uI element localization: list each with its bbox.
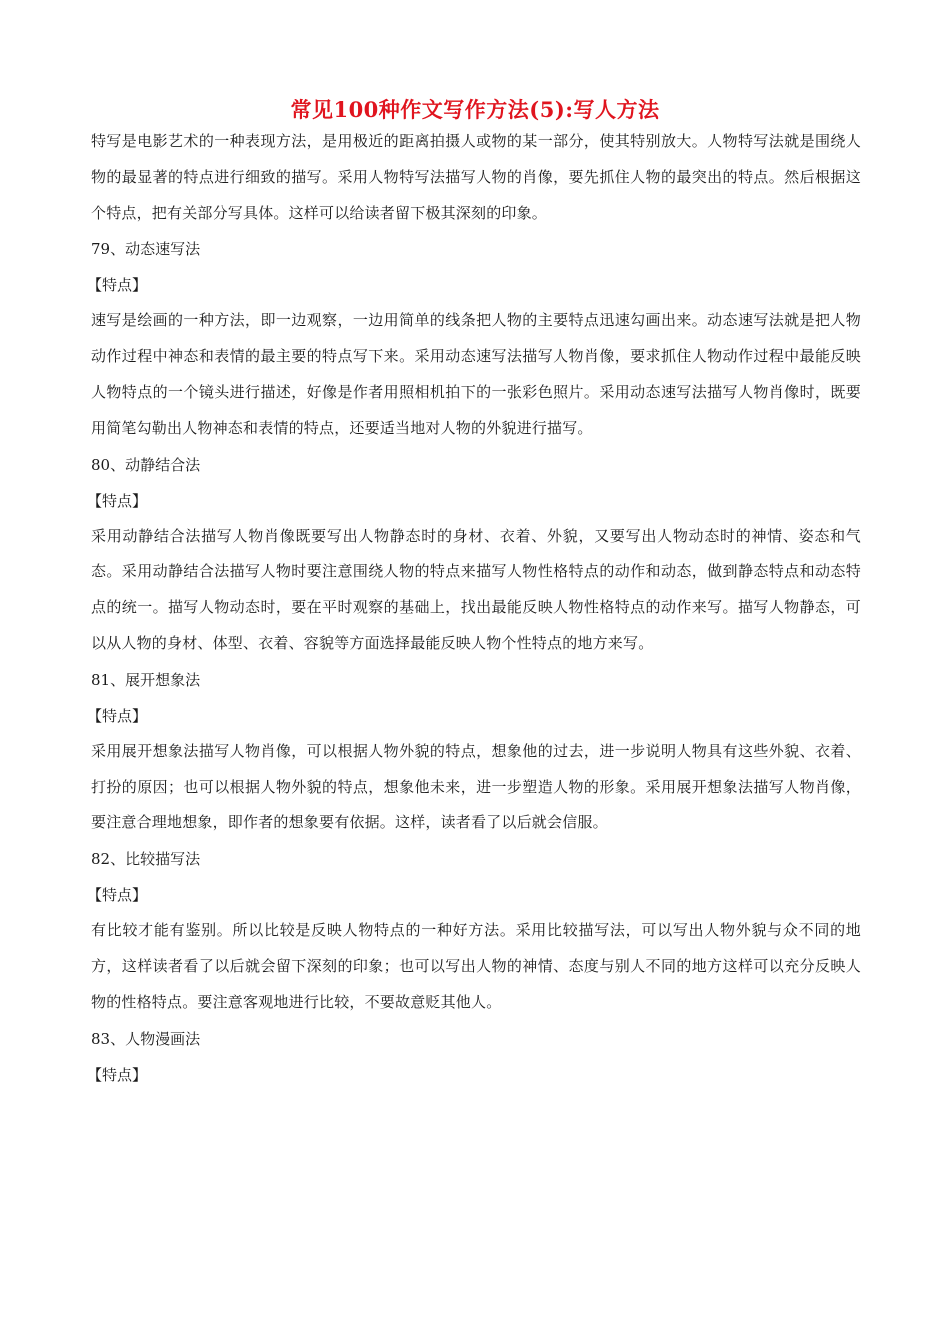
section-tag: 【特点】 <box>87 886 148 905</box>
section-82 <box>87 841 861 1020</box>
section-81 <box>87 662 861 841</box>
section-heading: 82、比较描写法 <box>91 850 201 869</box>
section-body: 采用动静结合法描写人物肖像既要写出人物静态时的身材、衣着、外貌，又要写出人物动态时的神情、姿态和气态。采用动静结合法描写人物时要注意围绕人物的特点来描写人物性格特点的动作和动态，做到静态特点和动态特点的统一。描写人物动态时，要在平时观察的基础上，找出最能反映人物性格特点的动作来写。描写人物静态，可以从人物的身材、体型、衣着、容貌等方面选择最能反映人物个性特点的地方来写。 <box>91 526 861 652</box>
section-tag: 【特点】 <box>87 1065 148 1084</box>
section-heading: 80、动静结合法 <box>91 455 201 474</box>
section-body: 有比较才能有鉴别。所以比较是反映人物特点的一种好方法。采用比较描写法，可以写出人物外貌与众不同的地方，这样读者看了以后就会留下深刻的印象；也可以写出人物的神情、态度与别人不同的地方这样可以充分反映人物的性格特点。要注意客观地进行比较，不要故意贬其他人。 <box>91 921 861 1011</box>
section-heading: 79、动态速写法 <box>91 240 201 259</box>
section-heading: 81、展开想象法 <box>91 670 201 689</box>
intro-paragraph: 特写是电影艺术的一种表现方法，是用极近的距离拍摄人或物的某一部分，使其特别放大。人物特写法就是围绕人物的最显著的特点进行细致的描写。采用人物特写法描写人物的肖像，要先抓住人物的最突出的特点。然后根据这个特点，把有关部分写具体。这样可以给读者留下极其深刻的印象。 <box>91 132 861 222</box>
section-tag: 【特点】 <box>87 491 148 510</box>
document-body <box>87 124 861 1093</box>
section-heading: 83、人物漫画法 <box>91 1029 201 1048</box>
section-tag: 【特点】 <box>87 706 148 725</box>
section-body: 采用展开想象法描写人物肖像，可以根据人物外貌的特点，想象他的过去，进一步说明人物具有这些外貌、衣着、打扮的原因；也可以根据人物外貌的特点，想象他未来，进一步塑造人物的形象。采用展开想象法描写人物肖像，要注意合理地想象，即作者的想象要有依据。这样，读者看了以后就会信服。 <box>91 741 861 832</box>
section-79 <box>87 231 861 446</box>
section-80 <box>87 447 861 662</box>
section-body: 速写是绘画的一种方法，即一边观察，一边用简单的线条把人物的主要特点迅速勾画出来。动态速写法就是把人物动作过程中神态和表情的最主要的特点写下来。采用动态速写法描写人物肖像，要求抓住人物动作过程中最能反映人物特点的一个镜头进行描述，好像是作者用照相机拍下的一张彩色照片。采用动态速写法描写人物肖像时，既要用简笔勾勒出人物神态和表情的特点，还要适当地对人物的外貌进行描写。 <box>91 311 861 437</box>
document-title: 常见100种作文写作方法(5):写人方法 <box>290 97 660 122</box>
section-83 <box>87 1021 861 1093</box>
section-tag: 【特点】 <box>87 276 148 295</box>
